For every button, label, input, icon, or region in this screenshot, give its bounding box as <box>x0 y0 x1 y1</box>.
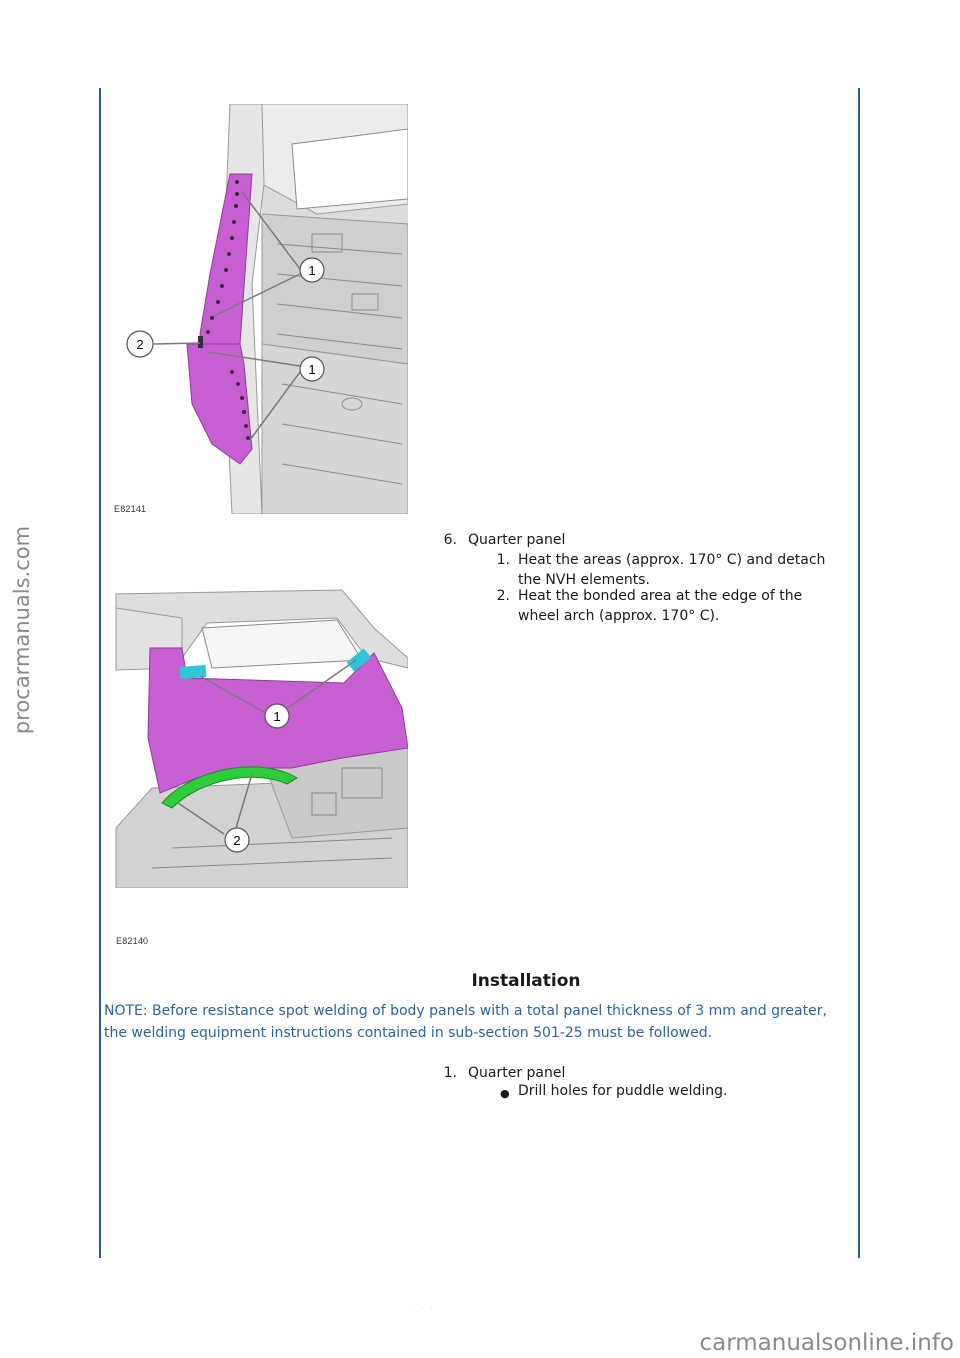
footer-watermark: carmanualsonline.info <box>699 1330 954 1356</box>
figure-1-code: E82141 <box>114 504 147 514</box>
right-margin-rule <box>858 88 860 1258</box>
left-margin-rule <box>99 88 101 1258</box>
figure-1-illustration <box>112 104 408 514</box>
step-6-item-2-number: 2. <box>496 588 510 604</box>
side-watermark-text: procarmanuals.com <box>10 525 34 735</box>
figure-2-code: E82140 <box>116 936 149 946</box>
callout-bonded-2 <box>225 828 249 852</box>
step-6-title: Quarter panel <box>468 532 566 548</box>
installation-heading: Installation <box>471 971 581 991</box>
callout-1a-label: 1 <box>308 263 316 278</box>
figure-quarter-panel-nvh <box>112 104 408 514</box>
callout-bonded-1-label: 1 <box>273 709 281 724</box>
callout-1b <box>300 357 324 381</box>
bullet-icon: ● <box>500 1087 510 1100</box>
installation-step-1-title: Quarter panel <box>468 1065 566 1081</box>
figure-quarter-panel-bonded <box>112 588 408 946</box>
step-6-item-1-text: Heat the areas (approx. 170° C) and detach the NVH elements. <box>518 552 826 588</box>
installation-step-1-number: 1. <box>443 1065 457 1081</box>
callout-1b-label: 1 <box>308 362 316 377</box>
callout-bonded-1 <box>265 704 289 728</box>
welding-note: NOTE: Before resistance spot welding of body panels with a total panel thickness of 3 mm and greater, the welding equipment instructions contained in sub-section 501-25 must be followed. <box>104 1003 827 1041</box>
figure-2-illustration <box>112 588 408 888</box>
callout-2-label: 2 <box>136 337 144 352</box>
side-watermark <box>2 480 42 780</box>
step-6-item-2-text: Heat the bonded area at the edge of the wheel arch (approx. 170° C). <box>518 588 803 624</box>
step-6-item-1-number: 1. <box>496 552 510 568</box>
callout-bonded-2-label: 2 <box>233 833 241 848</box>
step-6-number: 6. <box>443 532 457 548</box>
callout-1a <box>300 258 324 282</box>
footer-page-marker: · · · <box>412 1304 435 1313</box>
installation-step-1-bullet: Drill holes for puddle welding. <box>518 1083 728 1099</box>
callout-2 <box>127 331 153 357</box>
